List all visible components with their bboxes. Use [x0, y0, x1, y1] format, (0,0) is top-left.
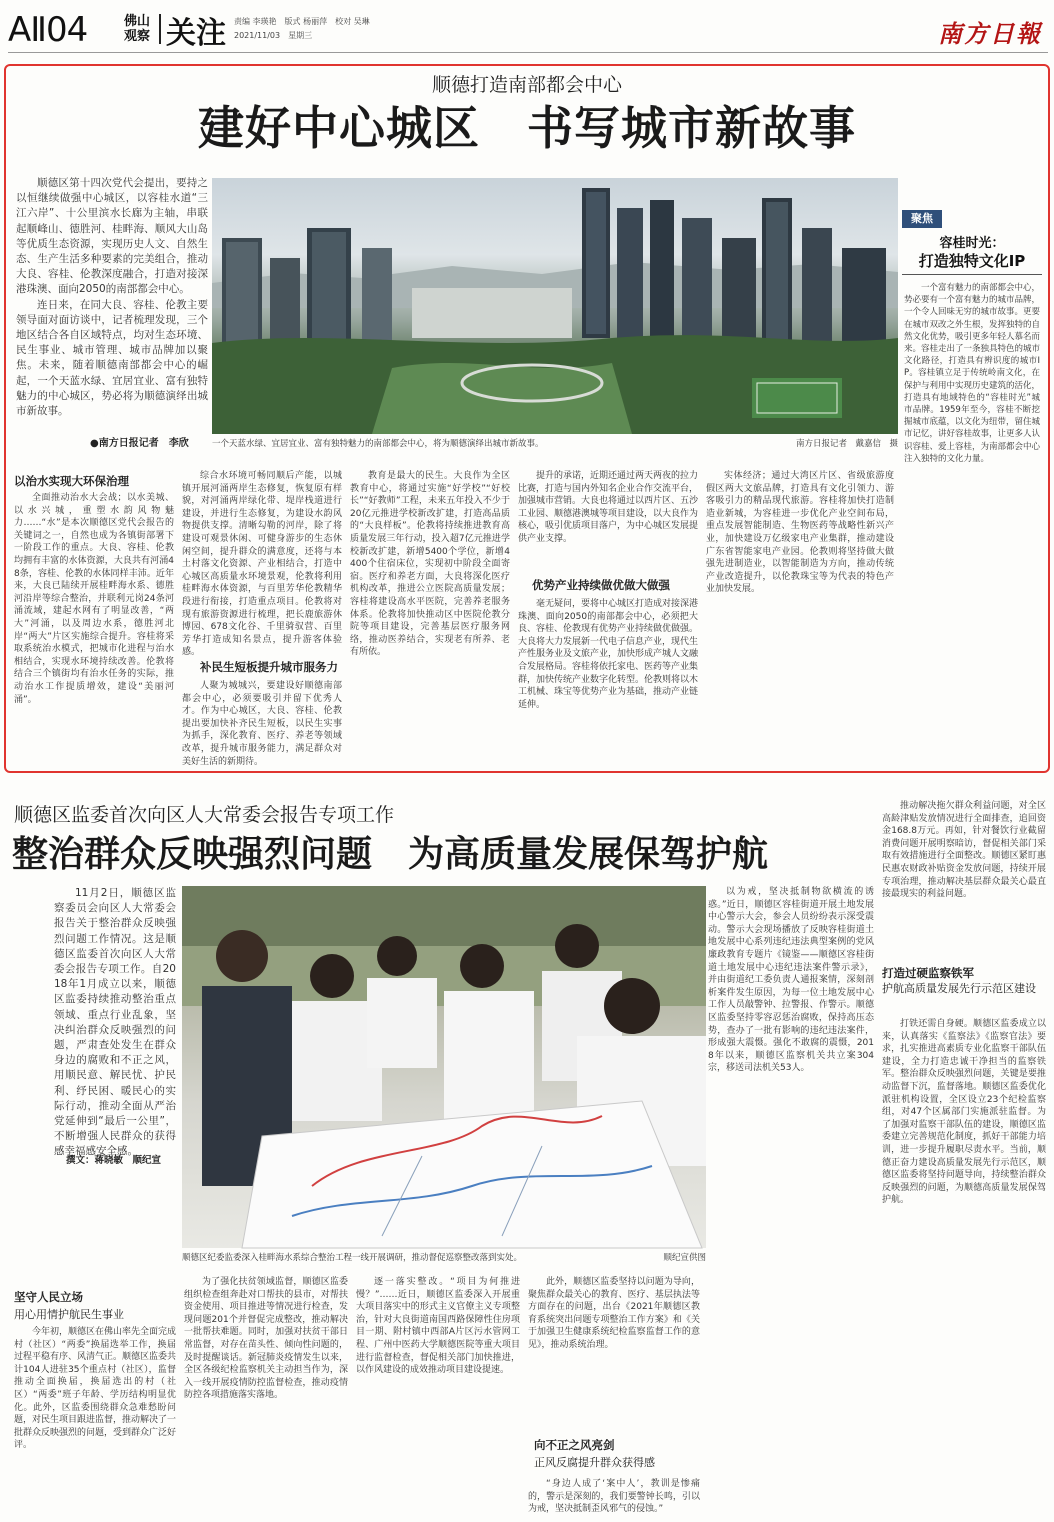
story2-lead: 11月2日，顺德区监察委员会向区人大常委会报告关于整治群众反映强烈问题工作情况。这是顺德区监委首次向区人大常委会报告专项工作。自2018年1月成立以来，顺德区监委持续推动整治重点领域、重点行业乱象，坚决纠治群众反映强烈的问题，严肃查处发生在群众身边的腐败和不正之风，用顺民意、解民忧、护民利、纾民困、暖民心的实际行动，推动全面从严治党延伸到“最后一公里”，不断增强人民群众的获得感幸福感安全感。: [54, 887, 176, 1158]
story1-col5: 实体经济；通过大湾区片区、省级旅游度假区两大文旅品牌，打造具有文化引领力、游客吸引力的精品现代旅游。容桂将加快打造制造业新城，为容桂进一步优化产业空间布局，重点发展智能制造、生物医药等战略性新兴产业，加快建设万亿级家电产业集群，推动建设广东省智能家电产业园。伦教则将坚持做大做强先进制造业，以智能制造为方向，推动传统产业改造提升，以伦教珠宝等为代表的特色产业加快发展。: [706, 471, 894, 595]
edition-name: 佛山 观察: [124, 14, 151, 44]
story1-subhead-livelihood: 补民生短板提升城市服务力: [200, 660, 338, 674]
sidebar-title-line2: 打造独特文化IP: [918, 252, 1026, 270]
story2-subhead6-line1: 打造过硬监察铁军: [882, 966, 974, 980]
sidebar-title-rule: [902, 274, 1042, 275]
story1-lead: 顺德区第十四次党代会提出，要持之以恒继续做强中心城区，以容桂水道“三江六岸”、十公里滨水长廊为主轴，串联起顺峰山、德胜河、桂畔海、顺风大山岛等优质生态资源，实现历史人文、自然生态、生产生活多种要素的完美组合，推动大良、容桂、伦教深度融合，打造对接深港珠澳、面向2050的南部都会中心。 连日来，在同大良、容桂、伦教主要领导面对面访谈中，记者梳理发现，三个地区结合各自区域特点，均对生态环境、民生事业、城市管理、城市品牌加以聚焦。未来，随着顺德南部都会中心的崛起，一个天蓝水绿、宜居宜业、富有独特魅力的中心城区，势必将为顺德演绎出城市新故事。: [16, 177, 208, 418]
story1-col2: 综合水环境可畅同顺后产能，以城镇开展河涌两岸生态修复，恢复原有样貌，对河涌两岸绿化带、堤岸栈道进行建设，并进行生态修复，为建设水韵风物提供支撑。清晰勾勒的河岸，除了将建设可观景休闲、可健身游步的生态休闲空间，提升群众的满意度，还将与本土村落文化资源、产业相结合，打造中心城区高质量水环境景观，伦教将利用桂畔海水体资源，与百里芳华伦教精华段进行衔接，打造重点项目。伦教将对现有旅游资源进行梳理，把长鹿旅游休博园、678文化谷、千里骑驭营、百里芳华打造成知名景点，提升游客体验感。: [182, 471, 342, 658]
story2-col6: 打铁还需自身硬。顺德区监委成立以来，认真落实《监察法》《监察官法》要求，扎实推进高素质专业化监察干部队伍建设，全力打造忠诚干净担当的监察铁军。整治群众反映强烈问题，关键是要推动监督下沉，监督落地。顺德区监委优化派驻机构设置，全区设立23个纪检监察组，对47个区属部门实施派驻监督。为了加强对监察干部队伍的建设，顺德区监委建立完善规范化制度，抓好干部能力培训，进一步提升履职尽责水平。当前，顺德正奋力建设高质量发展先行示范区，顺德区监委将坚持问题导向，持续整治群众反映强烈的问题，为顺德高质量发展保驾护航。: [882, 1019, 1046, 1206]
story1-byline: ●南方日报记者 李欣: [90, 438, 189, 449]
story2-subhead4-line1: 向不正之风亮剑: [534, 1438, 615, 1452]
story1-col4b: 毫无疑问，要将中心城区打造成对接深港珠澳、面向2050的南部都会中心，必须把大良、容桂、伦教现有优势产业持续做优做强。大良将大力发展新一代电子信息产业，现代生产性服务业及文旅产业，加快形成产城人文融合发展格局。容桂将依托家电、医药等产业集群，加快传统产业数字化转型。伦教则将以木工机械、珠宝等优势产业为基础，推动产业链延伸。: [518, 599, 699, 710]
city-skyline-photo: [212, 178, 898, 434]
issue-date: 2021/11/03 星期三: [234, 31, 313, 40]
story2-byline: 撰文：蒋晓敏 顺纪宣: [66, 1155, 162, 1166]
story1-col4: 提升的承诺，近期还通过两天两夜的拉力比赛，打造与国内外知名企业合作交流平台，加强城市营销。大良也将通过以西片区、五沙工业园、顺德港澳城等项目建设，以大良作为核心，吸引优质项目落户，为中心城区发展提供产业支撑。: [518, 471, 699, 544]
story1-subhead-water: 以治水实现大环保治理: [14, 474, 129, 488]
story2-kicker: 顺德区监委首次向区人大常委会报告专项工作: [14, 804, 395, 826]
story1-headline: 建好中心城区 书写城市新故事: [198, 101, 856, 155]
story2-col2: 为了强化扶贫领域监督，顺德区监委组织检查组奔赴对口帮扶的县市，对帮扶资金使用、项目推进等情况进行检查，发现问题201个并督促完成整改，推动解决一批帮扶难题。同时，加强对扶贫干部日常监督，对存在苗头性、倾向性问题的，及时提醒谈话。新冠肺炎疫情发生以来，全区各级纪检监察机关主动担当作为，深入一线开展疫情防控监督检查，推动疫情防控各项措施落实落地。: [184, 1277, 348, 1401]
skyline-illustration: [212, 178, 898, 434]
story1-col1: 全面推动治水大会战；以水美城、以水兴城，重塑水韵风物魅力……“水”是本次顺德区党代会报告的关键词之一，自然也成为各镇街部署下一阶段工作的重点。大良、容桂、伦教均拥有丰富的水体资源，大良共有河涌48条，容桂、伦教的水体同样丰沛。近年来，大良已陆续开展桂畔海水系、德胜河沿岸等综合整治，并联利元岗24条河涌流域，建起水网有了明显改善，“两大”河涌，以及周边水系，德胜河北岸“两大”片区实施综合提升。容桂将采取系统治水模式，把城市化进程与治水相结合，实现水环境持续改善。伦教将结合三个镇街均有治水任务的实际，推动治水工作提质增效，建设“美丽河涌”。: [14, 493, 174, 705]
masthead-divider: [159, 14, 161, 44]
story2-col4: 此外，顺德区监委坚持以问题为导向，聚焦群众最关心的教育、医疗、基层执法等方面存在的问题，出台《2021年顺德区教育系统突出问题专项整治工作方案》和《关于加强卫生健康系统纪检监察监督工作的意见》，推动系统治理。: [528, 1277, 700, 1350]
story2-subhead6-line2: 护航高质量发展先行示范区建设: [882, 982, 1036, 995]
story1-col2b: 人聚为城城兴，要建设好顺德南部都会中心，必须要吸引并留下优秀人才。作为中心城区，大良、容桂、伦教提出要加快补齐民生短板，以民生实事为抓手，深化教育、医疗、养老等领域改革，提升城市服务能力，满足群众对美好生活的新期待。: [182, 681, 342, 767]
story2-col6-top: 推动解决拖欠群众利益问题，对全区高龄津贴发放情况进行全面排查，追回资金168.8万元。再如，针对餐饮行业截留消费问题开展明察暗访，督促相关部门采取有效措施进行全面整改。顺德区紧盯惠民惠农财政补贴资金发放问题，持续开展专项治理，推动解决基层群众最关心最直接最现实的利益问题。: [882, 801, 1046, 900]
masthead-rule: [8, 52, 1048, 53]
newspaper-logo: 南方日報: [938, 19, 1042, 48]
story1-col3: 教育是最大的民生。大良作为全区教育中心，将通过实施“好学校”“好校长”“好教师”工程，未来五年投入不少于20亿元推进学校新改扩建，打造高品质的“大良样板”。伦教将持续推进教育高质量发展三年行动，投入超7亿元推进学校新改扩建，新增5400个学位，新增4400个住宿床位，实现初中阶段全面寄宿。医疗和养老方面，大良将深化医疗机构改革，推进公立医院高质量发展；容桂将建设高水平医院，完善养老服务体系。伦教将加快推动区中医院伦教分院等项目建设，完善基层医疗服务网络，推动医养结合，实现老有所养、老有所依。: [350, 471, 510, 658]
story1-photo-credit: 南方日报记者 戴嘉信 摄: [795, 439, 898, 449]
story2-photo-credit: 顺纪宣供图: [663, 1253, 706, 1263]
story2-col4b: “身边人成了‘案中人’，教训是惨痛的，警示是深刻的，我们要警钟长鸣，引以为戒，坚决抵制歪风邪气的侵蚀。”: [528, 1479, 700, 1515]
section-name: 关注: [166, 16, 226, 51]
culture-sidebar: [902, 210, 1042, 758]
inspection-meeting-photo: [182, 886, 706, 1248]
sidebar-tag: 聚焦: [902, 210, 942, 228]
story2-col5: 以为戒，坚决抵制物欲横流的诱惑。”近日，顺德区容桂街道开展土地发展中心警示大会，参会人员纷纷表示深受震动。警示大会现场播放了反映容桂街道土地发展中心系列违纪违法典型案例的党风廉政教育专题片《镜鉴——顺德区容桂街道土地发展中心违纪违法案件警示录》，并由街道纪工委负责人通报案情，深刻剖析案件发生原因，为每一位土地发展中心工作人员敲警钟、拉警报、作警示。顺德区监委坚持零容忍惩治腐败，保持高压态势，查办了一批有影响的违纪违法案件，形成强大震慑。强化不敢腐的震慑，2018年以来，顺德区监察机关共立案304宗，移送司法机关53人。: [708, 887, 874, 1074]
story2-col3: 逐一落实整改。“项目为何推进慢？”……近日，顺德区监委深入开展重大项目落实中的形式主义官僚主义专项整治，针对大良街道南国西路保障性住房项目一期、附村镇中西部A片区污水管网工程、广州中医药大学顺德医院等重大项目进行监督检查，督促相关部门加快推进，以作风建设的成效推动项目建设提速。: [356, 1277, 520, 1376]
meeting-illustration: [182, 886, 706, 1248]
sidebar-title-line1: 容桂时光：: [939, 236, 1005, 251]
story1-kicker: 顺德打造南部都会中心: [431, 74, 622, 96]
story2-subhead4-line2: 正风反腐提升群众获得感: [534, 1456, 655, 1469]
masthead: [0, 0, 1054, 58]
page-code: AⅡ04: [8, 10, 88, 50]
story2-headline: 整治群众反映强烈问题 为高质量发展保驾护航: [12, 833, 769, 875]
story2-photo-caption: 顺德区纪委监委深入桂畔海水系综合整治工程一线开展调研，推动督促巡察整改落到实处。: [182, 1253, 523, 1263]
staff-credits: 责编 李瑛艳 版式 杨丽萍 校对 吴琳: [234, 17, 370, 26]
story1-photo-caption: 一个天蓝水绿、宜居宜业、富有独特魅力的南部都会中心，将为顺德演绎出城市新故事。: [212, 439, 544, 449]
story2-col1: 今年初，顺德区在佛山率先全面完成村（社区）“两委”换届选举工作，换届过程平稳有序、风清气正。顺德区监委共计104人进驻35个重点村（社区），监督推动全面换届，换届选出的村（社区）“两委”班子年龄、学历结构明显优化。此外，区监委围绕群众急难愁盼问题，对民生项目跟进监督，推动解决了一批群众反映强烈的问题，受到群众广泛好评。: [14, 1327, 177, 1451]
story2-subhead1-line2: 用心用情护航民生事业: [14, 1308, 124, 1321]
story1-subhead-industry: 优势产业持续做优做大做强: [532, 578, 670, 592]
story2-subhead1-line1: 坚守人民立场: [14, 1290, 83, 1304]
sidebar-body: 一个富有魅力的南部都会中心，势必要有一个富有魅力的城市品牌，一个令人回味无穷的城市故事。更要在城市双改之外生根，发挥独特的自然文化优势，吸引更多年轻人慕名而来。容桂走出了一条独具特色的城市文化路径，打造具有辨识度的城市IP。容桂镇立足于传统岭南文化，在保护与利用中实现历史建筑的活化，打造具有地域特色的“容桂时光”城市品牌。1959年至今，容桂不断挖掘城市底蕴，以文化为纽带，留住城市记忆，讲好容桂故事，让更多人认识容桂、爱上容桂，为南部都会中心注入独特的文化力量。: [904, 283, 1041, 464]
